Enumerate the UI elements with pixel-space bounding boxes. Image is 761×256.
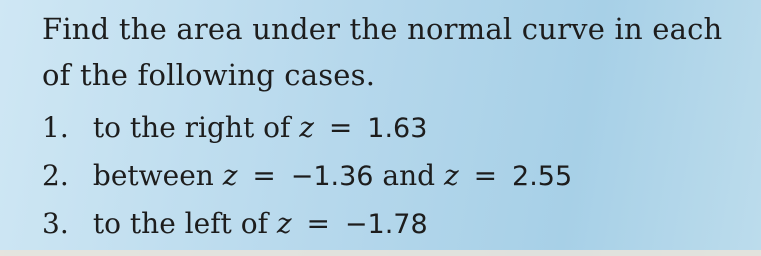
case-item-1 bbox=[42, 104, 572, 152]
z-value: −1.78 bbox=[344, 209, 428, 240]
z-variable: z bbox=[276, 207, 292, 240]
z-variable: z bbox=[299, 111, 315, 144]
z-value-second: 2.55 bbox=[512, 161, 573, 192]
bottom-edge-strip bbox=[0, 250, 761, 256]
equals-sign: = bbox=[306, 207, 330, 240]
case-item-2 bbox=[42, 152, 572, 200]
case-text: to the left of bbox=[92, 207, 268, 240]
connector-text: and bbox=[382, 159, 436, 192]
case-text: to the right of bbox=[92, 111, 291, 144]
equals-sign: = bbox=[252, 159, 276, 192]
equals-sign: = bbox=[328, 111, 353, 144]
problem-heading: Find the area under the normal curve in each of the following cases. bbox=[42, 12, 723, 92]
case-number: 3. bbox=[42, 207, 69, 240]
z-value: 1.63 bbox=[367, 113, 428, 144]
z-variable-second: z bbox=[443, 159, 459, 192]
case-list bbox=[42, 104, 572, 248]
case-number: 1. bbox=[42, 111, 69, 144]
case-text: between bbox=[92, 159, 214, 192]
z-value: −1.36 bbox=[290, 161, 374, 192]
case-number: 2. bbox=[42, 159, 69, 192]
z-variable: z bbox=[222, 159, 238, 192]
case-item-3 bbox=[42, 200, 572, 248]
equals-sign-second: = bbox=[473, 159, 498, 192]
